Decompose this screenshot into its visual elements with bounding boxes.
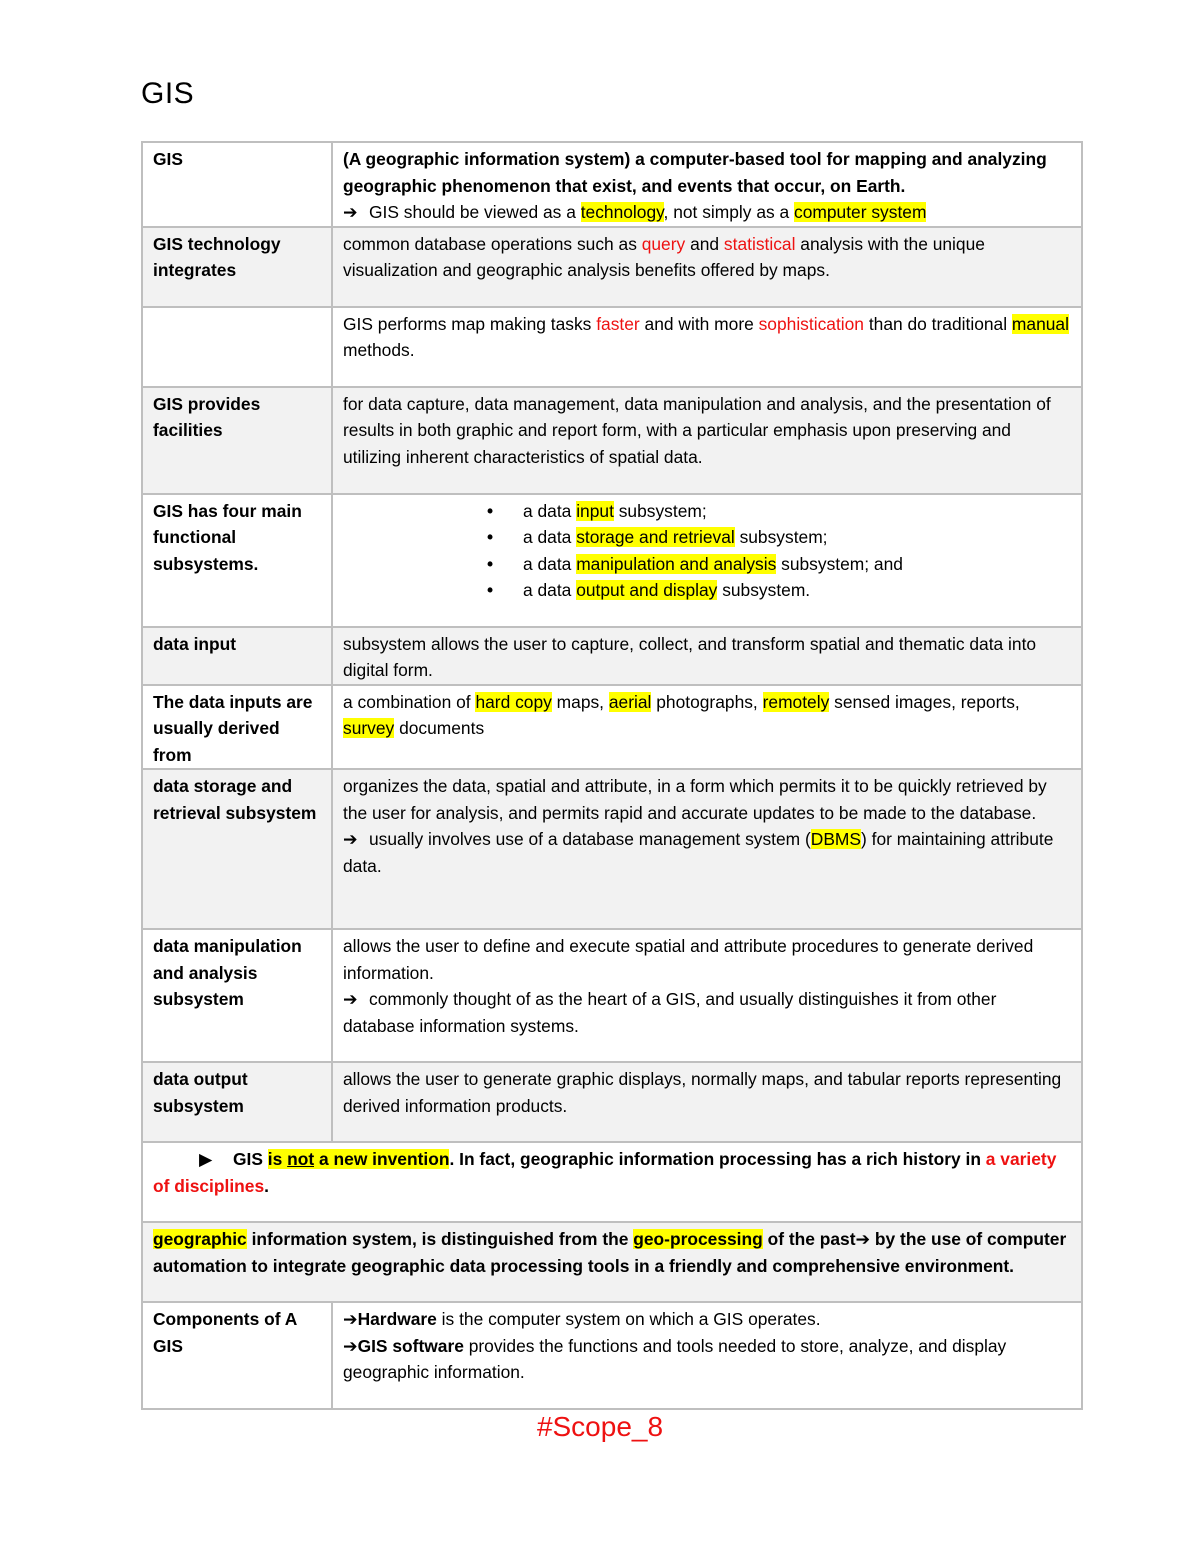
row-label: data manipulation and analysis subsystem bbox=[142, 929, 332, 1062]
component-software: ➔GIS software provides the functions and tools needed to store, analyze, and display geographic information. bbox=[343, 1335, 1007, 1382]
row-content bbox=[332, 494, 1082, 627]
table-row bbox=[142, 227, 1082, 307]
row-content bbox=[332, 1302, 1082, 1409]
right-arrow-icon: ➔ bbox=[343, 1335, 358, 1356]
highlight: DBMS bbox=[810, 829, 862, 849]
highlight-underline: not bbox=[287, 1149, 315, 1169]
right-arrow-icon: ➔ bbox=[343, 989, 358, 1009]
list-item: • a data input subsystem; bbox=[523, 498, 1072, 525]
merged-note: geographic information system, is distinguished from the geo-processing of the past➔ by the use of computer automation to integrate geographic data processing tools in a friendly and comprehensive environment. bbox=[142, 1222, 1082, 1302]
red-text: sophistication bbox=[758, 313, 864, 334]
gis-definition: (A geographic information system) a computer-based tool for mapping and analyzing geographic phenomenon that exist, and events that occur, on Earth. bbox=[343, 149, 1047, 196]
table-row bbox=[142, 1062, 1082, 1142]
merged-note: ▶ GIS is not a new invention. In fact, geographic information processing has a rich history in a variety of disciplines. bbox=[142, 1142, 1082, 1222]
row-label: data input bbox=[142, 627, 332, 685]
row-content: common database operations such as query and statistical analysis with the unique visualization and geographic analysis benefits offered by maps. bbox=[332, 227, 1082, 307]
table-row bbox=[142, 387, 1082, 494]
table-row bbox=[142, 1222, 1082, 1302]
row-content: GIS performs map making tasks faster and with more sophistication than do traditional manual methods. bbox=[332, 307, 1082, 387]
row-content: subsystem allows the user to capture, collect, and transform spatial and thematic data into digital form. bbox=[332, 627, 1082, 685]
row-label: data storage and retrieval subsystem bbox=[142, 769, 332, 929]
right-arrow-icon: ➔ bbox=[343, 1309, 358, 1329]
table-row bbox=[142, 1302, 1082, 1409]
notes-table bbox=[141, 141, 1083, 1410]
arrow-note: ➔ commonly thought of as the heart of a GIS, and usually distinguishes it from other database information systems. bbox=[343, 986, 1072, 1039]
right-arrow-icon: ➔ bbox=[343, 829, 358, 849]
table-row bbox=[142, 929, 1082, 1062]
highlight: computer system bbox=[794, 202, 927, 222]
right-arrow-icon: ➔ bbox=[343, 202, 358, 222]
list-item: • a data output and display subsystem. bbox=[523, 577, 1072, 604]
row-content: organizes the data, spatial and attribute, in a form which permits it to be quickly retrieved by the user for analysis, and permits rapid and accurate updates to be made to the database. ➔ usually involves use of a database management system (DBMS) for maintaining attribute data. bbox=[332, 769, 1082, 929]
highlight: storage and retrieval bbox=[576, 527, 735, 547]
row-label: GIS provides facilities bbox=[142, 387, 332, 494]
list-item: • a data manipulation and analysis subsystem; and bbox=[523, 551, 1072, 578]
highlight: aerial bbox=[608, 691, 652, 712]
highlight: a new invention bbox=[314, 1149, 450, 1169]
right-triangle-icon: ▶ bbox=[199, 1149, 213, 1169]
highlight: output and display bbox=[576, 580, 718, 600]
right-arrow-icon: ➔ bbox=[855, 1229, 871, 1249]
red-text: statistical bbox=[723, 233, 796, 254]
subsystem-list bbox=[343, 498, 1072, 604]
row-content: for data capture, data management, data manipulation and analysis, and the presentation of results in both graphic and report form, with a particular emphasis upon preserving and utilizing inherent characteristics of spatial data. bbox=[332, 387, 1082, 494]
highlight: is bbox=[267, 1149, 288, 1169]
row-label: The data inputs are usually derived from bbox=[142, 685, 332, 770]
red-text: faster bbox=[596, 313, 640, 334]
highlight: manual bbox=[1011, 313, 1069, 334]
highlight: survey bbox=[343, 718, 395, 738]
row-content: a combination of hard copy maps, aerial photographs, remotely sensed images, reports, survey documents bbox=[332, 685, 1082, 770]
row-label: GIS has four main functional subsystems. bbox=[142, 494, 332, 627]
list-item: • a data storage and retrieval subsystem; bbox=[523, 524, 1072, 551]
highlight: hard copy bbox=[475, 691, 552, 712]
highlight: input bbox=[576, 500, 614, 521]
row-label: GIS technology integrates bbox=[142, 227, 332, 307]
highlight: geo-processing bbox=[633, 1229, 763, 1249]
row-label: Components of A GIS bbox=[142, 1302, 332, 1409]
table-row bbox=[142, 142, 1082, 227]
row-label: data output subsystem bbox=[142, 1062, 332, 1142]
row-label bbox=[142, 307, 332, 387]
red-text: query bbox=[641, 233, 686, 254]
highlight: technology bbox=[580, 202, 664, 222]
arrow-note: ➔ GIS should be viewed as a technology, not simply as a computer system bbox=[343, 199, 1072, 226]
page-title: GIS bbox=[141, 77, 195, 110]
table-row bbox=[142, 494, 1082, 627]
component-hardware: ➔Hardware is the computer system on which a GIS operates. bbox=[343, 1309, 821, 1329]
row-content: allows the user to define and execute spatial and attribute procedures to generate derived information. ➔ commonly thought of as the heart of a GIS, and usually distinguishes it from other database information systems. bbox=[332, 929, 1082, 1062]
row-label: GIS bbox=[142, 142, 332, 227]
arrow-note: ➔ usually involves use of a database management system (DBMS) for maintaining attribute data. bbox=[343, 826, 1072, 879]
row-content: allows the user to generate graphic displays, normally maps, and tabular reports representing derived information products. bbox=[332, 1062, 1082, 1142]
table-row bbox=[142, 627, 1082, 685]
red-text: a variety of disciplines bbox=[153, 1149, 1057, 1196]
row-content bbox=[332, 142, 1082, 227]
highlight: manipulation and analysis bbox=[576, 553, 777, 574]
highlight: remotely bbox=[762, 691, 830, 712]
table-row bbox=[142, 685, 1082, 770]
table-row bbox=[142, 1142, 1082, 1222]
highlight: geographic bbox=[153, 1229, 247, 1249]
footer-tag: #Scope_8 bbox=[536, 1411, 664, 1442]
table-row bbox=[142, 307, 1082, 387]
table-row bbox=[142, 769, 1082, 929]
